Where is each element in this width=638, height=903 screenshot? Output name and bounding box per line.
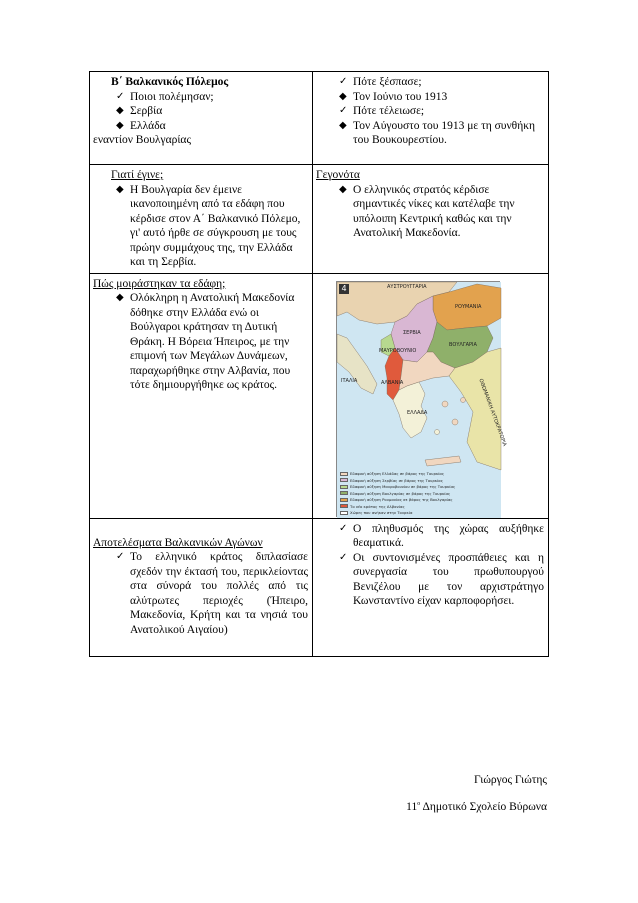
war-title: Β΄ Βαλκανικός Πόλεμος xyxy=(111,76,229,88)
diamond-bullet-icon: ◆ xyxy=(116,292,124,303)
legend-swatch xyxy=(340,485,348,489)
cell-dates xyxy=(313,72,549,165)
cell-territory xyxy=(90,273,313,518)
list-item: ✓ Το ελληνικό κράτος διπλασίασε σχεδόν την έκτασή του, περικλείοντας στα σύνορά του πολλές από τις αλύτρωτες περιοχές (Ήπειρο, Μακεδονία, Κρήτη και τα νησιά του Ανατολικού Αιγαίου) xyxy=(116,551,308,636)
cell-events xyxy=(313,165,549,274)
document-page xyxy=(89,71,548,657)
worksheet-table xyxy=(89,71,549,657)
map-label-albania: ΑΛΒΑΝΙΑ xyxy=(381,379,404,386)
cell-war-title xyxy=(90,72,313,165)
cell-results xyxy=(90,518,313,656)
causes-list xyxy=(93,183,308,270)
list-item: ◆ Σερβία xyxy=(116,105,163,117)
diamond-bullet-icon: ◆ xyxy=(116,183,124,195)
map-label-bulgaria: ΒΟΥΛΓΑΡΙΑ xyxy=(449,341,477,348)
events-list xyxy=(316,183,544,241)
map-legend xyxy=(340,471,456,517)
legend-swatch xyxy=(340,504,348,508)
legend-swatch xyxy=(340,491,348,495)
author-name: Γιώργος Γιώτης xyxy=(473,774,547,786)
check-icon: ✓ xyxy=(339,522,348,534)
check-icon: ✓ xyxy=(116,90,125,102)
list-item: ◆ Τον Αύγουστο του 1913 με τη συνθήκη του Βουκουρεστίου. xyxy=(339,119,536,146)
who-fought-list xyxy=(93,90,308,134)
legend-item: Εδαφική αύξηση Μαυροβουνίου σε βάρος της Τουρκίας xyxy=(340,484,450,491)
check-icon: ✓ xyxy=(116,551,125,562)
legend-swatch xyxy=(340,511,348,515)
diamond-bullet-icon: ◆ xyxy=(116,119,124,131)
diamond-bullet-icon: ◆ xyxy=(339,90,347,102)
map-island xyxy=(435,429,440,434)
legend-item: Εδαφική αύξηση Ελλάδας σε βάρος της Τουρκίας xyxy=(340,471,450,478)
against-text: εναντίον Βουλγαρίας xyxy=(93,134,192,146)
diamond-bullet-icon: ◆ xyxy=(339,119,347,131)
list-item: ✓ Οι συντονισμένες προσπάθειες και η συνεργασία του πρωθυπουργού Βενιζέλου με τον αρχιστράτηγο Κωνσταντίνο είχαν καρποφορήσει. xyxy=(339,551,544,607)
results-more-list xyxy=(316,522,544,609)
diamond-bullet-icon: ◆ xyxy=(339,183,347,195)
school-name: $11^o$ Δημοτικό Σχολείο Βύρωνα xyxy=(406,801,547,813)
check-icon: ✓ xyxy=(339,76,348,87)
map-label-romania: ΡΟΥΜΑΝΙΑ xyxy=(455,303,482,310)
check-icon: ✓ xyxy=(339,105,348,116)
map-label-ottoman: ΟΘΩΜΑΝΙΚΗ ΑΥΤΟΚΡΑΤΟΡΙΑ xyxy=(477,377,508,447)
row-territory xyxy=(90,273,549,518)
list-item: ✓ Πότε ξέσπασε; xyxy=(339,76,422,88)
cell-causes xyxy=(90,165,313,274)
legend-item: Το νέο κράτος της Αλβανίας xyxy=(340,503,450,510)
list-item: ◆ Ο ελληνικός στρατός κέρδισε σημαντικές νίκες και κατέλαβε την υπόλοιπη Κεντρική καθώς και την Ανατολική Μακεδονία. xyxy=(339,183,515,239)
list-item: ✓ Πότε τέλειωσε; xyxy=(339,105,425,117)
row-results xyxy=(90,518,549,656)
legend-swatch xyxy=(340,478,348,482)
events-heading: Γεγονότα xyxy=(316,169,360,181)
list-item: ✓ Ποιοι πολέμησαν; xyxy=(116,90,214,103)
legend-item: Χώρες που ανήκαν στην Τουρκία xyxy=(340,510,450,517)
map-number-badge: 4 xyxy=(339,284,349,294)
results-list xyxy=(93,550,308,637)
row-overview xyxy=(90,72,549,165)
balkans-map xyxy=(336,281,508,517)
legend-swatch xyxy=(340,472,348,476)
causes-heading: Γιατί έγινε; xyxy=(111,169,164,181)
map-label-austria: ΑΥΣΤΡΟΥΓΓΑΡΙΑ xyxy=(387,283,427,290)
dates-list xyxy=(316,75,544,148)
territory-list xyxy=(93,291,308,393)
legend-item: Εδαφική αύξηση Βουλγαρίας σε βάρος της Τουρκίας xyxy=(340,490,450,497)
row-causes-events xyxy=(90,165,549,274)
list-item: ◆ Ολόκληρη η Ανατολική Μακεδονία δόθηκε στην Ελλάδα ενώ οι Βούλγαροι κράτησαν τη Δυτική Θράκη. Η Βόρεια Ήπειρος, με την επιμονή των Μεγάλων Δυνάμεων, παραχωρήθηκε στην Αλβανία, που τότε δημιουργήθηκε ως κράτος. xyxy=(116,292,295,391)
legend-item: Εδαφική αύξηση Ρουμανίας σε βάρος της Βουλγαρίας xyxy=(340,497,450,504)
diamond-bullet-icon: ◆ xyxy=(116,105,124,116)
list-item: ◆ Ελλάδα xyxy=(116,119,166,132)
map-island xyxy=(461,397,466,402)
map-label-serbia: ΣΕΡΒΙΑ xyxy=(403,329,421,336)
list-item: ✓ Ο πληθυσμός της χώρας αυξήθηκε θεαματικά. xyxy=(339,522,544,549)
map-label-italy: ΙΤΑΛΙΑ xyxy=(341,377,358,384)
cell-results-more xyxy=(313,518,549,656)
check-icon: ✓ xyxy=(339,551,348,563)
map-island xyxy=(452,419,458,425)
cell-map xyxy=(313,273,549,518)
list-item: ◆ Η Βουλγαρία δεν έμεινε ικανοποιημένη από τα εδάφη που κέρδισε στον Α΄ Βαλκανικό Πόλεμο, γι' αυτό ήρθε σε σύγκρουση με τους πρώην συμμάχους της, την Ελλάδα και τη Σερβία. xyxy=(116,183,301,268)
results-heading: Αποτελέσματα Βαλκανικών Αγώνων xyxy=(93,536,263,549)
legend-item: Εδαφική αύξηση Σερβίας σε βάρος της Τουρκίας xyxy=(340,477,450,484)
map-label-montenegro: ΜΑΥΡΟΒΟΥΝΙΟ xyxy=(379,347,417,354)
territory-heading: Πώς μοιράστηκαν τα εδάφη; xyxy=(93,277,226,290)
legend-swatch xyxy=(340,498,348,502)
map-label-greece: ΕΛΛΑΔΑ xyxy=(407,409,428,416)
map-island xyxy=(442,401,448,407)
list-item: ◆ Τον Ιούνιο του 1913 xyxy=(339,90,448,103)
